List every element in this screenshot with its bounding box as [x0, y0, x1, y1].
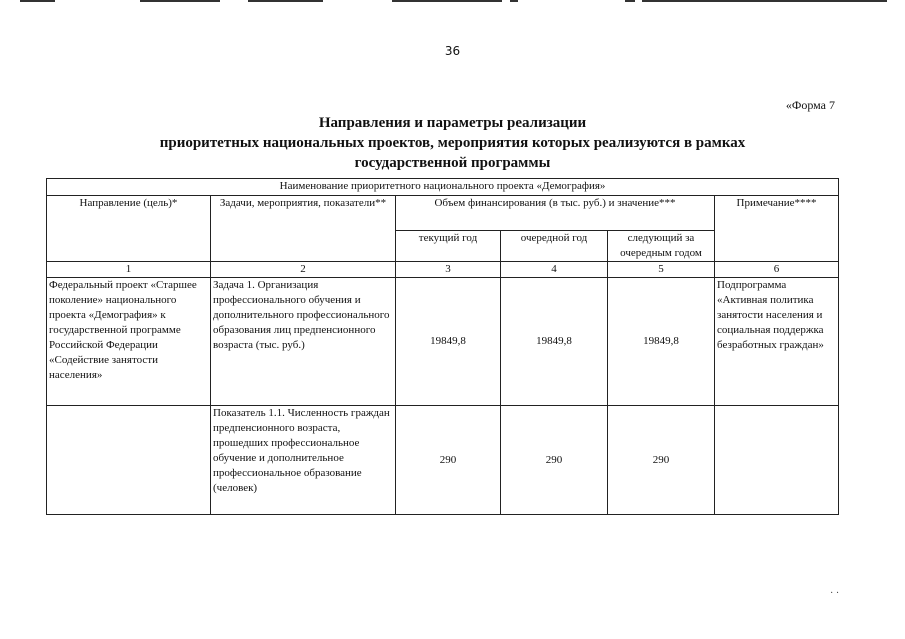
column-number: 3 — [396, 262, 501, 278]
scan-artifact — [140, 0, 220, 2]
header-tasks: Задачи, мероприятия, показатели** — [211, 196, 396, 262]
column-number: 1 — [47, 262, 211, 278]
scan-marks: · · — [830, 588, 840, 599]
title-line: Направления и параметры реализации — [318, 115, 587, 131]
row-task: Задача 1. Организация профессионального обучения и дополнительного профессионального образования лиц предпенсионного возраста (тыс. руб.) — [211, 278, 396, 406]
row-task: Показатель 1.1. Численность граждан предпенсионного возраста, прошедших профессиональное обучение и дополнительное профессиональное образование (человек) — [211, 406, 396, 515]
scan-artifact — [392, 0, 502, 2]
row-next-year: 19849,8 — [501, 278, 608, 406]
header-funding: Объем финансирования (в тыс. руб.) и значение*** — [396, 196, 715, 231]
row-following-year: 290 — [608, 406, 715, 515]
row-following-year: 19849,8 — [608, 278, 715, 406]
table-row — [47, 406, 839, 515]
column-number: 5 — [608, 262, 715, 278]
page-number: 36 — [444, 44, 461, 58]
document-title — [0, 113, 905, 173]
table-row — [47, 278, 839, 406]
form-label: «Форма 7 — [785, 98, 835, 112]
column-number-row — [47, 262, 839, 278]
projects-table — [46, 178, 839, 515]
row-direction — [47, 406, 211, 515]
title-line: приоритетных национальных проектов, мероприятия которых реализуются в рамках — [159, 135, 746, 151]
column-number: 2 — [211, 262, 396, 278]
row-note: Подпрограмма «Активная политика занятости населения и социальная поддержка безработных граждан» — [715, 278, 839, 406]
row-direction: Федеральный проект «Старшее поколение» национального проекта «Демография» к государственной программе Российской Федерации «Содействие занятости населения» — [47, 278, 211, 406]
header-note: Примечание**** — [715, 196, 839, 262]
header-following-year: следующий за очередным годом — [608, 231, 715, 262]
header-current-year: текущий год — [396, 231, 501, 262]
column-number: 6 — [715, 262, 839, 278]
project-header: Наименование приоритетного национального проекта «Демография» — [47, 179, 839, 196]
header-next-year: очередной год — [501, 231, 608, 262]
header-direction: Направление (цель)* — [47, 196, 211, 262]
row-current-year: 19849,8 — [396, 278, 501, 406]
row-note — [715, 406, 839, 515]
column-number: 4 — [501, 262, 608, 278]
row-current-year: 290 — [396, 406, 501, 515]
scan-artifact — [625, 0, 635, 2]
scan-artifact — [642, 0, 887, 2]
scan-artifact — [510, 0, 518, 2]
scan-artifact — [20, 0, 55, 2]
title-line: государственной программы — [354, 155, 551, 171]
scan-artifact — [248, 0, 323, 2]
row-next-year: 290 — [501, 406, 608, 515]
